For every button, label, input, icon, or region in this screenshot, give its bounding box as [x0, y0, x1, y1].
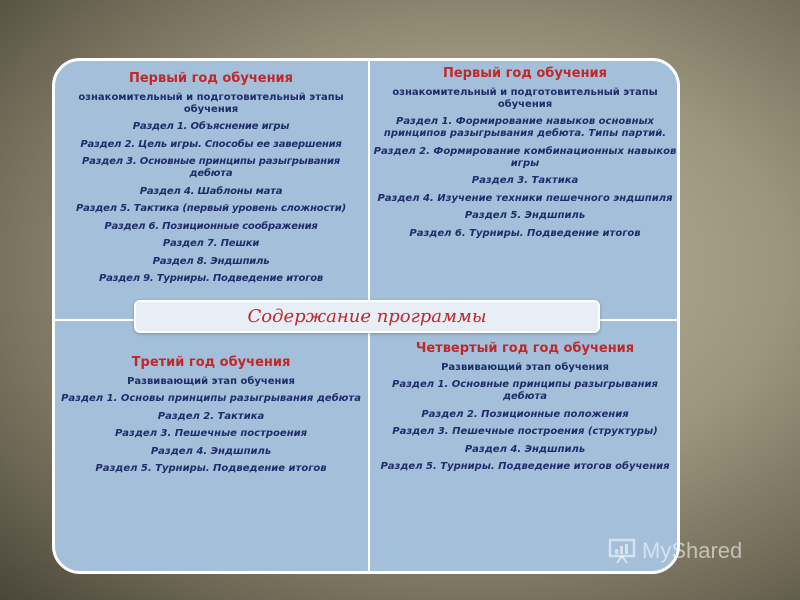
- quadrant-title: Третий год обучения: [131, 355, 291, 370]
- section-item: Раздел 3. Основные принципы разыгрывания дебюта: [82, 156, 340, 179]
- section-item: Раздел 7. Пешки: [162, 238, 260, 249]
- section-item: Раздел 8. Эндшпиль: [152, 255, 270, 267]
- quadrant-fourth-year: [373, 341, 677, 479]
- section-item: Раздел 5. Эндшпиль: [464, 210, 586, 221]
- section-item: Раздел 1. Основы принципы разыгрывания дебюта: [61, 393, 361, 404]
- section-item: Раздел 9. Турниры. Подведение итогов: [98, 273, 324, 284]
- section-item: Раздел 1. Объяснение игры: [132, 121, 290, 132]
- section-item: Раздел 2. Цель игры. Способы ее завершения: [80, 138, 342, 150]
- section-item: Раздел 2. Позиционные положения: [421, 408, 629, 420]
- program-content-banner: Содержание программы: [134, 300, 600, 333]
- quadrant-first-year: [61, 71, 361, 291]
- quadrant-title: Первый год обучения: [128, 71, 294, 86]
- section-item: Раздел 5. Турниры. Подведение итогов: [95, 463, 327, 474]
- section-item: Раздел 5. Тактика (первый уровень сложности): [76, 203, 346, 214]
- quadrant-subtitle: Развивающий этап обучения: [127, 376, 295, 387]
- section-item: Раздел 1. Формирование навыков основных принципов разыгрывания дебюта. Типы партий.: [383, 116, 667, 139]
- section-item: Раздел 2. Тактика: [157, 410, 265, 422]
- section-item: Раздел 1. Основные принципы разыгрывания дебюта: [392, 379, 658, 402]
- section-item: Раздел 3. Пешечные построения (структуры): [392, 426, 658, 437]
- quadrant-subtitle: ознакомительный и подготовительный этапы обучения: [392, 87, 658, 110]
- section-item: Раздел 4. Изучение техники пешечного эндшпиля: [377, 192, 673, 204]
- watermark-text: MyShared: [642, 538, 743, 563]
- section-item: Раздел 6. Позиционные соображения: [104, 220, 318, 232]
- watermark: [608, 538, 742, 564]
- quadrant-title: Первый год обучения: [442, 66, 608, 81]
- section-item: Раздел 6. Турниры. Подведение итогов: [409, 227, 641, 239]
- section-item: Раздел 4. Шаблоны мата: [139, 185, 283, 197]
- quadrant-subtitle: ознакомительный и подготовительный этапы обучения: [78, 92, 344, 115]
- section-item: Раздел 5. Турниры. Подведение итогов обучения: [380, 461, 670, 472]
- quadrant-title: Четвертый год год обучения: [415, 341, 635, 356]
- quadrant-first-year-alt: [373, 66, 677, 245]
- section-item: Раздел 3. Пешечные построения: [114, 428, 308, 439]
- quadrant-subtitle: Развивающий этап обучения: [441, 362, 609, 373]
- section-item: Раздел 2. Формирование комбинационных навыков игры: [373, 145, 677, 169]
- quadrant-third-year: [61, 355, 361, 481]
- section-item: Раздел 3. Тактика: [471, 175, 579, 186]
- section-item: Раздел 4. Эндшпиль: [464, 443, 586, 455]
- presentation-icon: [608, 538, 638, 564]
- section-item: Раздел 4. Эндшпиль: [150, 445, 272, 457]
